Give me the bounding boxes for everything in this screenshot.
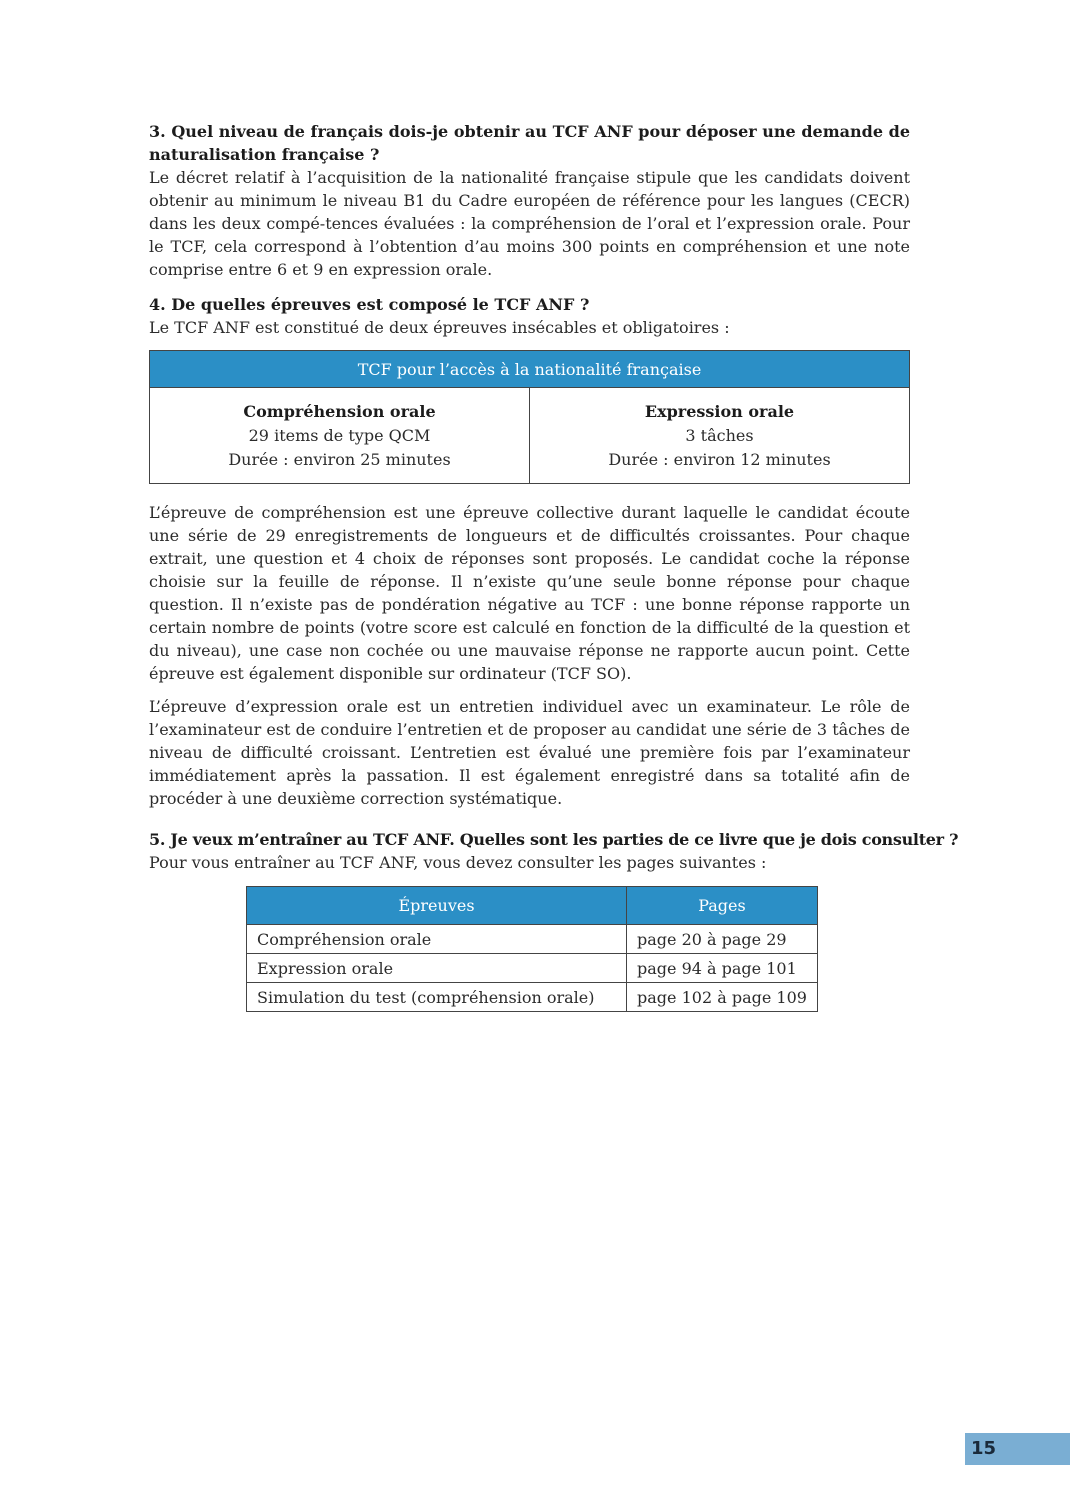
practice-pages-table (246, 886, 818, 1012)
tcf-table-cell-expression (530, 388, 910, 484)
table-row (247, 983, 818, 1012)
question-4-intro: Le TCF ANF est constitué de deux épreuves insécables et obligatoires : (149, 318, 730, 337)
question-3-section (149, 120, 910, 281)
expression-tasks: 3 tâches (685, 426, 754, 445)
comprehension-title: Compréhension orale (243, 402, 436, 421)
comprehension-duration: Durée : environ 25 minutes (228, 450, 451, 469)
question-3-body: Le décret relatif à l’acquisition de la nationalité française stipule que les candidats doivent obtenir au minimum le niveau B1 du Cadre européen de référence pour les langues (CECR) dans les deux compé-tences évaluées : la compréhension de l’oral et l’expression orale. Pour le TCF, cela correspond à l’obtention d’au moins 300 points en compréhension et une note comprise entre 6 et 9 en expression orale. (149, 168, 910, 279)
page-number: 15 (965, 1433, 1070, 1465)
table-row (247, 925, 818, 954)
row-pages: page 102 à page 109 (627, 983, 818, 1012)
pages-table-header-pages: Pages (627, 887, 818, 925)
row-pages: page 20 à page 29 (627, 925, 818, 954)
tcf-table-header: TCF pour l’accès à la nationalité française (150, 351, 910, 388)
expression-duration: Durée : environ 12 minutes (608, 450, 831, 469)
question-5-title: 5. Je veux m’entraîner au TCF ANF. Quelles sont les parties de ce livre que je dois consulter ? (149, 830, 959, 849)
expression-paragraph: L’épreuve d’expression orale est un entretien individuel avec un examinateur. Le rôle de l’examinateur est de conduire l’entretien et de proposer au candidat une série de 3 tâches de niveau de difficulté croissant. L’entretien est évalué une première fois par l’examinateur immédiatement après la passation. Il est également enregistré dans sa totalité afin de procéder à une deuxième correction systématique. (149, 697, 910, 808)
pages-table-header-epreuves: Épreuves (247, 887, 627, 925)
comprehension-paragraph: L’épreuve de compréhension est une épreuve collective durant laquelle le candidat écoute une série de 29 enregistrements de longueurs et de difficultés croissantes. Pour chaque extrait, une question et 4 choix de réponses sont proposés. Le candidat coche la réponse choisie sur la feuille de réponse. Il n’existe qu’une seule bonne réponse pour chaque question. Il n’existe pas de pondération négative au TCF : une bonne réponse rapporte un certain nombre de points (votre score est calculé en fonction de la difficulté de la question et du niveau), une case non cochée ou une mauvaise réponse ne rapporte aucun point. Cette épreuve est également disponible sur ordinateur (TCF SO). (149, 503, 910, 683)
row-epreuve: Compréhension orale (247, 925, 627, 954)
tcf-structure-table (149, 350, 910, 484)
expression-title: Expression orale (644, 402, 795, 421)
question-3-title: 3. Quel niveau de français dois-je obtenir au TCF ANF pour déposer une demande de naturalisation française ? (149, 122, 910, 164)
question-4-title: 4. De quelles épreuves est composé le TCF ANF ? (149, 295, 590, 314)
question-5-intro: Pour vous entraîner au TCF ANF, vous devez consulter les pages suivantes : (149, 853, 767, 872)
table-row (247, 954, 818, 983)
question-5-section (149, 828, 959, 1012)
row-epreuve: Simulation du test (compréhension orale) (247, 983, 627, 1012)
comprehension-items: 29 items de type QCM (248, 426, 431, 445)
row-epreuve: Expression orale (247, 954, 627, 983)
page-content (149, 120, 959, 1012)
row-pages: page 94 à page 101 (627, 954, 818, 983)
question-4-section (149, 293, 910, 810)
tcf-table-cell-comprehension (150, 388, 530, 484)
